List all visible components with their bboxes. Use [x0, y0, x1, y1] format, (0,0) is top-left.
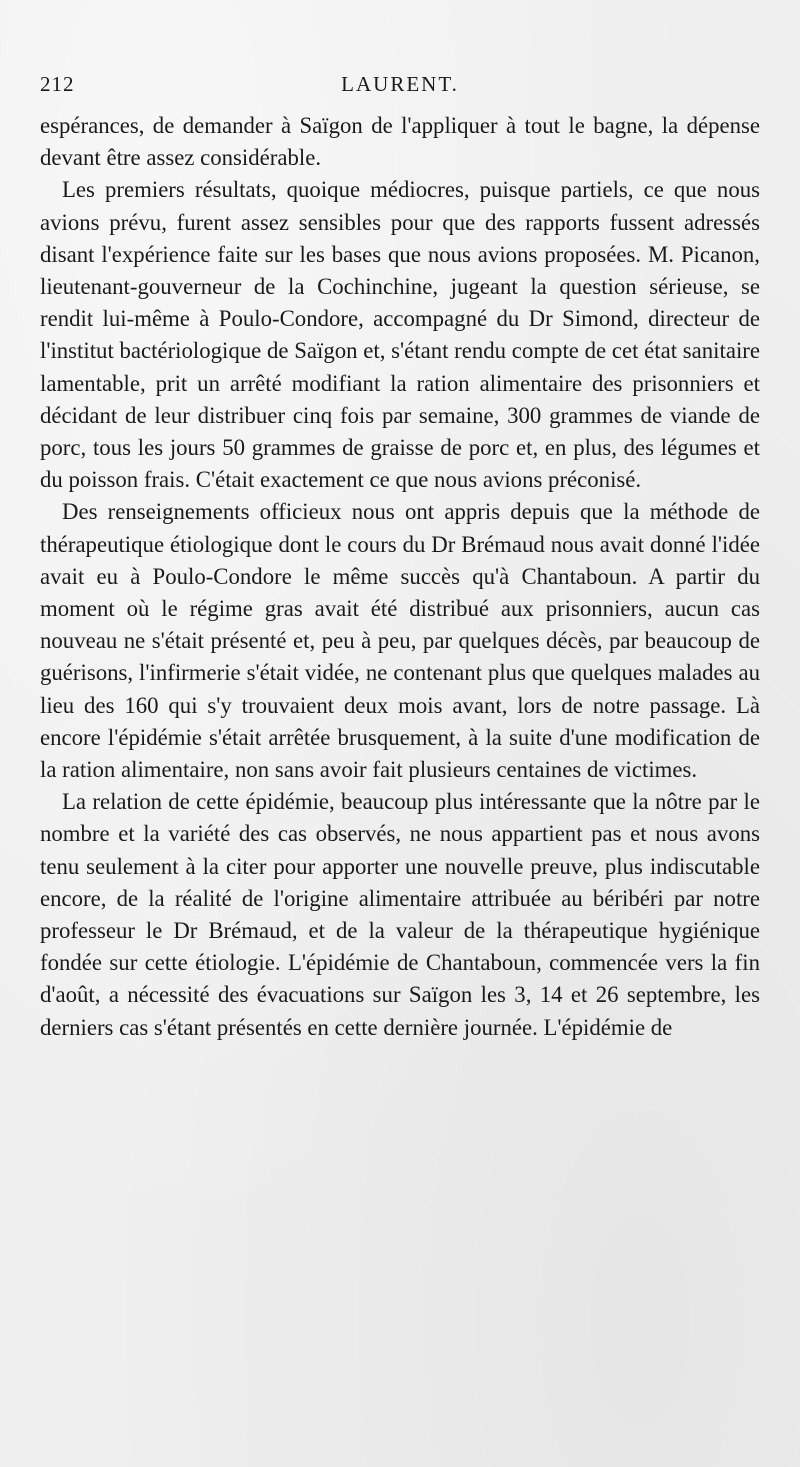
paragraph-1: espérances, de demander à Saïgon de l'appliquer à tout le bagne, la dépense devant être assez considérable.	[40, 113, 760, 171]
body-text	[40, 110, 760, 1044]
running-head: LAURENT.	[341, 72, 459, 96]
page-number: 212	[40, 72, 75, 96]
paragraph-3: Des renseignements officieux nous ont appris depuis que la méthode de thérapeutique étiologique dont le cours du Dr Brémaud nous avait donné l'idée avait eu à Poulo-Condore le même succès qu'à Chantaboun. A partir du moment où le régime gras avait été distribué aux prisonniers, aucun cas nouveau ne s'était présenté et, peu à peu, par quelques décès, par beaucoup de guérisons, l'infirmerie s'était vidée, ne contenant plus que quelques malades au lieu des 160 qui s'y trouvaient deux mois avant, lors de notre passage. Là encore l'épidémie s'était arrêtée brusquement, à la suite d'une modification de la ration alimentaire, non sans avoir fait plusieurs centaines de victimes.	[40, 499, 760, 783]
paragraph-4: La relation de cette épidémie, beaucoup plus intéressante que la nôtre par le nombre et la variété des cas observés, ne nous appartient pas et nous avons tenu seulement à la citer pour apporter une nouvelle preuve, plus indiscutable encore, de la réalité de l'origine alimentaire attribuée au béribéri par notre professeur le Dr Brémaud, et de la valeur de la thérapeutique hygiénique fondée sur cette étiologie. L'épidémie de Chantaboun, commencée vers la fin d'août, a nécessité des évacuations sur Saïgon les 3, 14 et 26 septembre, les derniers cas s'étant présentés en cette dernière journée. L'épidémie de	[40, 789, 760, 1040]
page-header	[40, 72, 760, 102]
paragraph-2: Les premiers résultats, quoique médiocres, puisque partiels, ce que nous avions prévu, furent assez sensibles pour que des rapports fussent adressés disant l'expérience faite sur les bases que nous avions proposées. M. Picanon, lieutenant-gouverneur de la Cochinchine, jugeant la question sérieuse, se rendit lui-même à Poulo-Condore, accompagné du Dr Simond, directeur de l'institut bactériologique de Saïgon et, s'étant rendu compte de cet état sanitaire lamentable, prit un arrêté modifiant la ration alimentaire des prisonniers et décidant de leur distribuer cinq fois par semaine, 300 grammes de viande de porc, tous les jours 50 grammes de graisse de porc et, en plus, des légumes et du poisson frais. C'était exactement ce que nous avions préconisé.	[40, 177, 760, 493]
